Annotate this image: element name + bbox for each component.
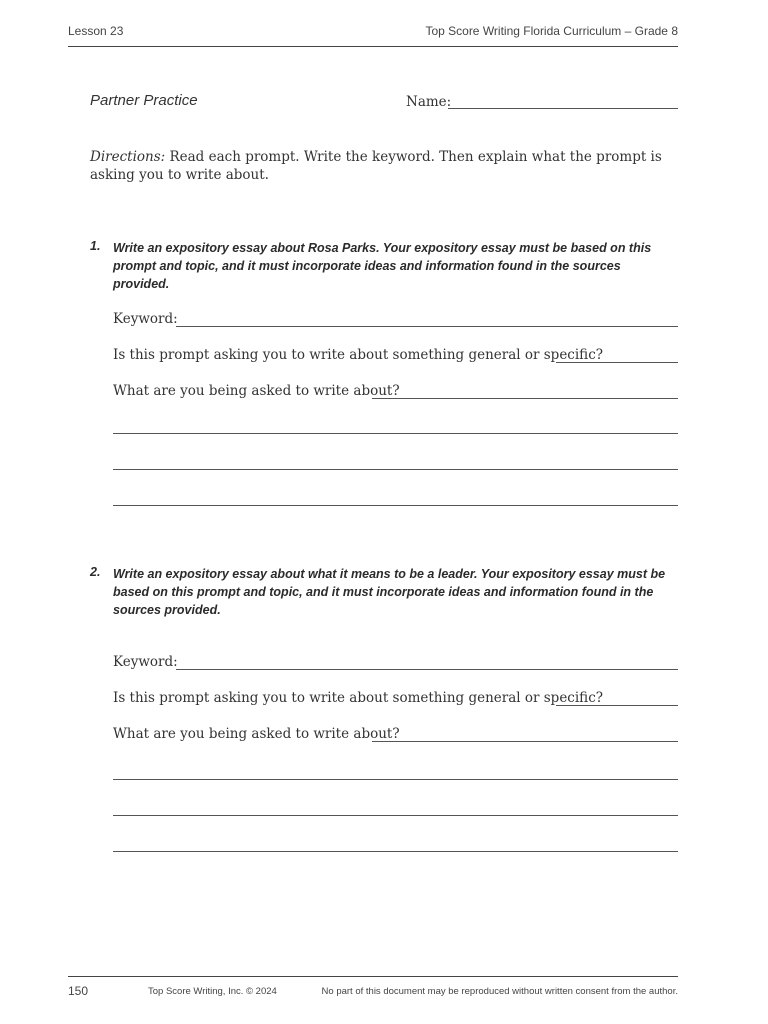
keyword-label: Keyword: <box>113 311 182 327</box>
answer-line[interactable] <box>113 469 678 470</box>
page-header <box>68 22 678 47</box>
question-prompt: Write an expository essay about Rosa Parks. Your expository essay must be based on this prompt and topic, and it must incorporate ideas and information found in the sources provided. <box>113 241 652 291</box>
question-prompt: Write an expository essay about what it means to be a leader. Your expository essay must be based on this prompt and topic, and it must incorporate ideas and information found in the sources provided. <box>113 567 666 617</box>
keyword-field[interactable] <box>176 669 678 670</box>
worksheet-title: Partner Practice <box>90 92 198 109</box>
asked-row <box>113 383 678 403</box>
title-row <box>90 92 678 114</box>
asked-label: What are you being asked to write about? <box>113 383 404 399</box>
reproduction-notice: No part of this document may be reproduced without written consent from the author. <box>321 986 678 997</box>
asked-row <box>113 726 678 746</box>
keyword-label: Keyword: <box>113 654 182 670</box>
answer-line[interactable] <box>113 851 678 852</box>
answer-line[interactable] <box>113 505 678 506</box>
asked-field[interactable] <box>372 398 678 399</box>
keyword-row <box>113 654 678 674</box>
answer-line[interactable] <box>113 815 678 816</box>
directions <box>90 148 676 184</box>
answer-line[interactable] <box>113 779 678 780</box>
asked-label: What are you being asked to write about? <box>113 726 404 742</box>
name-field[interactable] <box>448 108 678 109</box>
curriculum-title: Top Score Writing Florida Curriculum – Grade 8 <box>425 24 678 38</box>
general-specific-label: Is this prompt asking you to write about something general or specific? <box>113 347 607 363</box>
general-specific-field[interactable] <box>556 362 678 363</box>
lesson-label: Lesson 23 <box>68 24 124 38</box>
keyword-field[interactable] <box>176 326 678 327</box>
general-specific-field[interactable] <box>556 705 678 706</box>
answer-line[interactable] <box>113 433 678 434</box>
name-label: Name: <box>406 94 452 110</box>
general-specific-row <box>113 347 678 367</box>
keyword-row <box>113 311 678 331</box>
page-number: 150 <box>68 984 89 998</box>
general-specific-row <box>113 690 678 710</box>
general-specific-label: Is this prompt asking you to write about something general or specific? <box>113 690 607 706</box>
asked-field[interactable] <box>372 741 678 742</box>
directions-text: Read each prompt. Write the keyword. Then explain what the prompt is asking you to write about. <box>90 149 662 183</box>
page-footer <box>68 976 678 1003</box>
question-number: 1. <box>90 239 101 253</box>
question-number: 2. <box>90 565 101 579</box>
directions-label: Directions: <box>90 149 166 165</box>
copyright: Top Score Writing, Inc. © 2024 <box>148 986 277 997</box>
